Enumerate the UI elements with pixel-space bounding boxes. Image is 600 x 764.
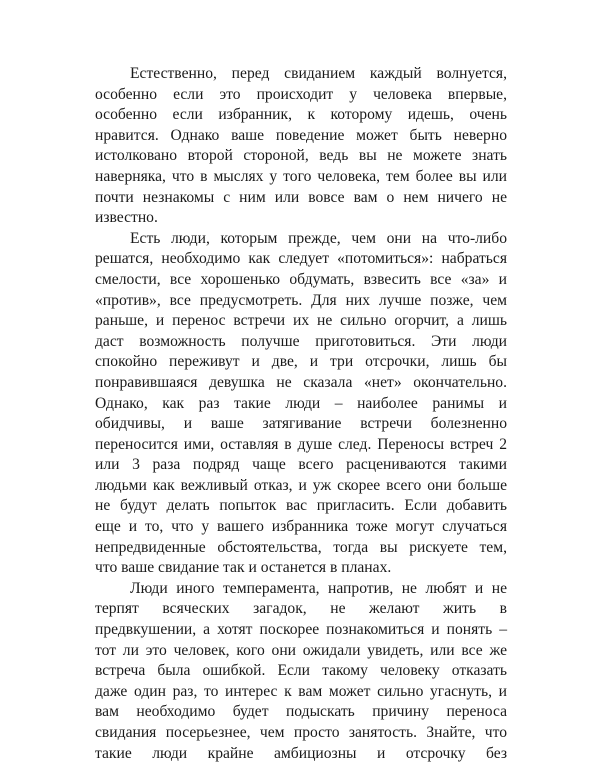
text-line: Естественно, перед свиданием каждый волнуется, [130,65,507,82]
text-line: встреча была ошибкой. Если такому человеку отказать [95,662,507,680]
text-line: Люди иного темперамента, напротив, не любят и не [130,579,507,597]
text-line: тот ли это человек, кого они ожидали увидеть, или все же [95,641,507,659]
text-line: не будут делать попыток вас пригласить. Если добавить [95,497,507,515]
text-line: терпят всяческих загадок, не желают жить в [95,600,507,618]
body-text [95,64,507,764]
text-line: особенно если избранник, к которому идешь, очень [95,106,507,124]
text-line: истолковано второй стороной, ведь вы не можете знать [95,147,507,165]
text-line: людьми как вежливый отказ, и уж скорее всего они больше [95,476,507,494]
text-line: решатся, необходимо как следует «потомиться»: набраться [95,250,507,268]
text-line: даст возможность получше приготовиться. Эти люди [95,332,507,350]
text-line: особенно если это происходит у человека впервые, [95,85,507,103]
text-line: или 3 раза подряд чаще всего расцениваются такими [95,456,507,474]
text-line: «против», все предусмотреть. Для них лучше позже, чем [95,291,507,309]
text-line: смелости, все хорошенько обдумать, взвесить все «за» и [95,270,507,288]
text-line: предвкушении, а хотят поскорее познакомиться и понять – [95,621,507,639]
text-line: понравившаяся девушка не сказала «нет» окончательно. [95,373,507,391]
text-line: почти незнакомы с ним или вовсе вам о нем ничего не [95,188,507,206]
text-line: наверняка, что в мыслях у того человека, тем более вы или [95,167,507,185]
text-line: известно. [95,209,158,227]
text-line: обидчивы, и ваше затягивание встречи болезненно [95,415,507,433]
text-line: спокойно переживут и две, и три отсрочки, лишь бы [95,353,507,371]
text-line: даже один раз, то интерес к вам может сильно угаснуть, и [95,682,507,700]
text-line: переносится ими, оставляя в душе след. Переносы встреч 2 [95,435,507,453]
text-line: вам необходимо будет подыскать причину переноса [95,703,507,721]
text-line: непредвиденные обстоятельства, тогда вы рискуете тем, [95,538,507,556]
text-line: свидания посерьезнее, чем просто занятость. Знайте, что [95,724,507,741]
text-line: нравится. Однако ваше поведение может быть неверно [95,126,507,144]
text-line: еще и то, что у вашего избранника тоже могут случаться [95,518,507,536]
text-line: такие люди крайне амбициозны и отсрочку без [95,744,507,762]
text-line: что ваше свидание так и останется в планах. [95,559,392,577]
text-line: раньше, и перенос встречи их не сильно огорчит, а лишь [95,312,507,330]
text-line: Есть люди, которым прежде, чем они на что-либо [130,229,507,247]
text-line: Однако, как раз такие люди – наиболее ранимы и [95,394,507,412]
